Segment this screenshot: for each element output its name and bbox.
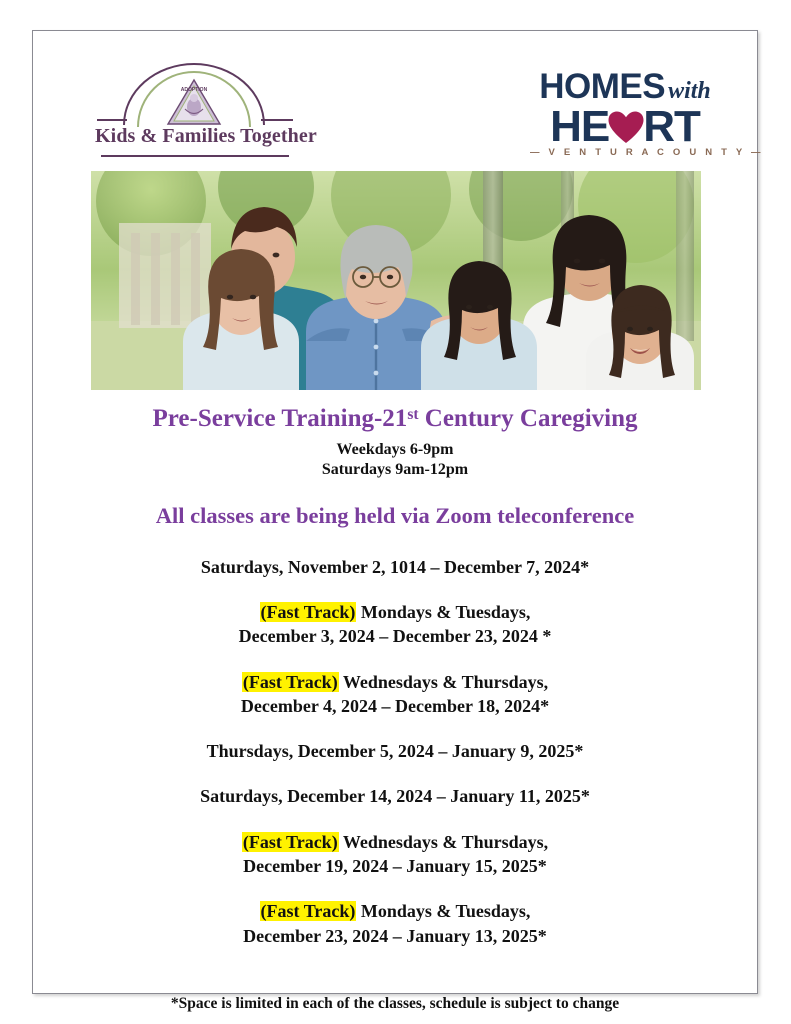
schedule-entry (33, 784, 757, 808)
arch-base-rule-left (97, 119, 127, 121)
zoom-teleconference-notice: All classes are being held via Zoom teleconference (155, 502, 635, 528)
emblem-adoption-label: ADOPTION (180, 87, 208, 93)
schedule-entry-line: Saturdays, December 14, 2024 – January 11, 2025* (200, 786, 590, 807)
header-logo-row (33, 31, 764, 171)
heart-line (530, 102, 720, 151)
schedule-entry (33, 600, 757, 649)
class-schedule-list (33, 555, 757, 948)
schedule-entry (33, 555, 757, 579)
schedule-entry-days: Mondays & Tuesdays, (356, 601, 531, 622)
schedule-entry-dates: December 3, 2024 – December 23, 2024 * (238, 626, 552, 647)
rt-word-fragment: RT (643, 102, 700, 151)
schedule-entry-dates: December 19, 2024 – January 15, 2025* (243, 856, 547, 877)
weekdays-hours: Weekdays 6-9pm (336, 440, 454, 458)
adoption-triangle-emblem-icon (164, 77, 224, 129)
schedule-hours-block (33, 440, 757, 481)
schedule-entry (33, 899, 757, 948)
he-word-fragment: HE (550, 102, 610, 151)
training-title (33, 405, 757, 434)
training-title-suffix: Century Caregiving (418, 405, 638, 432)
schedule-entry-dates: December 23, 2024 – January 13, 2025* (243, 925, 547, 946)
schedule-entry-line (33, 830, 757, 854)
saturdays-hours: Saturdays 9am-12pm (321, 461, 469, 479)
family-group-photo (91, 171, 701, 390)
training-title-prefix: Pre-Service Training-21 (152, 405, 408, 432)
schedule-entry (33, 830, 757, 879)
schedule-entry-dates: December 4, 2024 – December 18, 2024* (240, 695, 550, 716)
training-title-ordinal-suffix: st (407, 406, 419, 424)
schedule-entry-days: Mondays & Tuesdays, (356, 901, 531, 922)
wordmark-underline-rule (101, 155, 289, 157)
homes-word: HOMES (539, 67, 666, 106)
with-word: with (668, 78, 711, 104)
schedule-entry (33, 670, 757, 719)
fast-track-badge: (Fast Track) (260, 901, 356, 922)
fast-track-badge: (Fast Track) (242, 831, 338, 852)
kids-families-together-logo (95, 63, 317, 171)
homes-with-heart-logo (530, 67, 764, 164)
fast-track-badge: (Fast Track) (242, 671, 338, 692)
schedule-entry-line (33, 899, 757, 923)
schedule-entry-days: Wednesdays & Thursdays, (338, 831, 549, 852)
schedule-entry (33, 739, 757, 763)
schedule-entry-line: Saturdays, November 2, 1014 – December 7, 2024* (200, 556, 590, 577)
family-photo-illustration (91, 171, 701, 390)
schedule-entry-line (33, 670, 757, 694)
schedule-entry-days: Wednesdays & Thursdays, (338, 671, 549, 692)
fast-track-badge: (Fast Track) (260, 601, 356, 622)
heart-icon (608, 111, 644, 149)
ventura-county-tagline: — V E N T U R A C O U N T Y — (530, 147, 764, 158)
space-limited-footnote: *Space is limited in each of the classes, schedule is subject to change (170, 994, 620, 1012)
kids-families-together-wordmark: Kids & Families Together (95, 125, 317, 147)
schedule-entry-line (33, 600, 757, 624)
schedule-entry-line: Thursdays, December 5, 2024 – January 9, 2025* (206, 741, 584, 762)
arch-base-rule-right (261, 119, 293, 121)
flyer-body (33, 405, 757, 1013)
